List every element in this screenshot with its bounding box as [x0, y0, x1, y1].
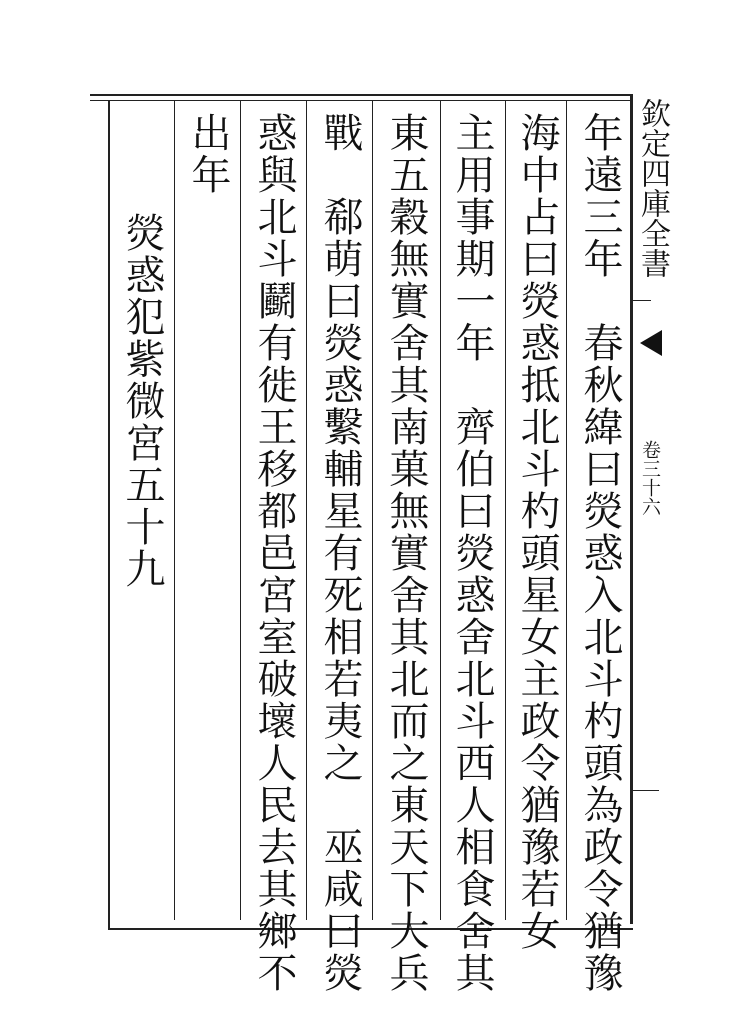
text-column-6: 惑與北斗鬬有徙王移都邑宮室破壞人民去其鄉不	[251, 112, 297, 994]
top-border	[90, 94, 632, 96]
volume-label: 卷三十六	[639, 440, 661, 516]
column-divider	[306, 100, 307, 920]
column-divider	[240, 100, 241, 920]
fishtail-mark	[640, 330, 662, 356]
fishtail-line-top	[633, 300, 651, 301]
column-divider	[174, 100, 175, 920]
column-divider	[372, 100, 373, 920]
margin-tick	[633, 790, 659, 791]
text-column-4: 東五穀無實舍其南菓無實舍其北而之東天下大兵	[383, 112, 429, 994]
text-column-3: 主用事期一年 齊伯曰熒惑舍北斗西人相食舍其	[449, 112, 495, 994]
text-column-7: 出年	[185, 112, 231, 196]
text-column-2: 海中占曰熒惑抵北斗杓頭星女主政令猶豫若女	[514, 112, 560, 952]
book-title-header: 欽定四庫全書	[635, 98, 670, 278]
text-column-5: 戰 郗萌曰熒惑繫輔星有死相若夷之 巫咸曰熒	[317, 112, 363, 994]
top-border-inner	[90, 100, 632, 101]
section-heading: 熒惑犯紫微宮五十九	[119, 212, 165, 590]
text-column-1: 年遠三年 春秋緯曰熒惑入北斗杓頭為政令猶豫	[577, 112, 623, 994]
